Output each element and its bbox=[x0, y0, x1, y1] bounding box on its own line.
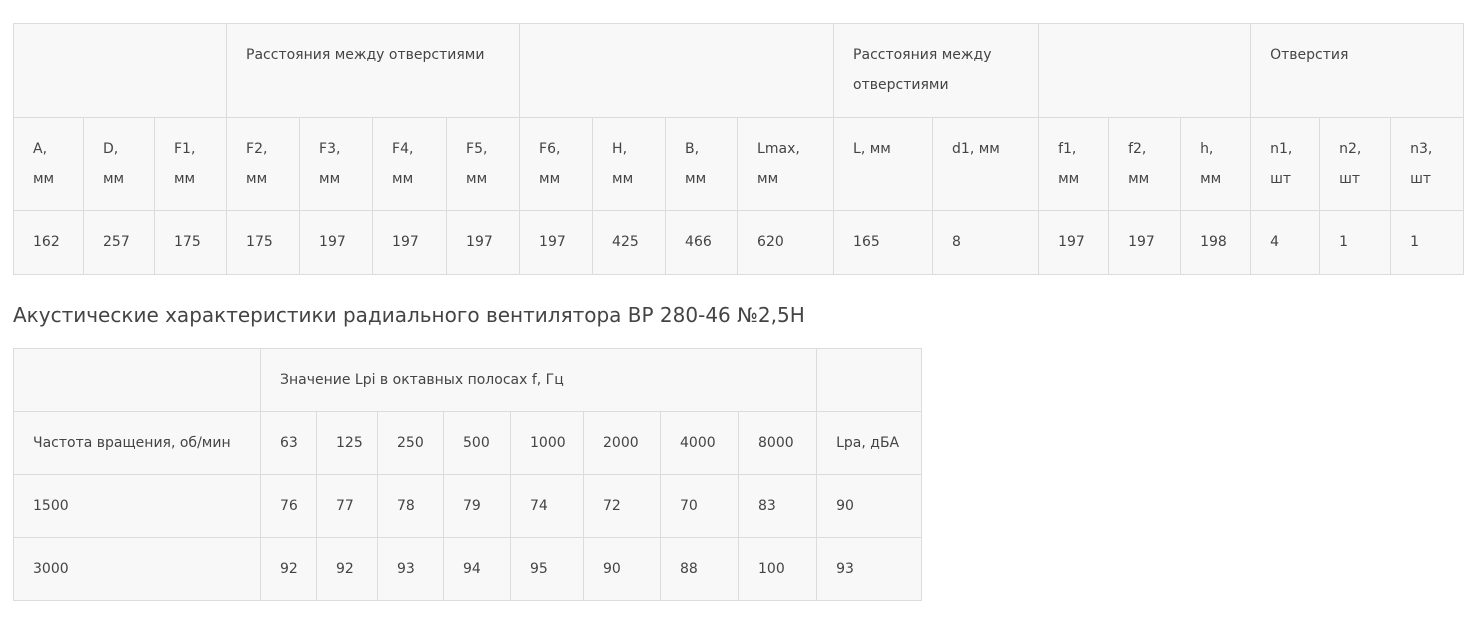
column-header-cell bbox=[373, 118, 447, 211]
dimensions-column-header-row bbox=[14, 118, 1464, 211]
column-header-unit: шт bbox=[1339, 171, 1361, 187]
group-header-cell bbox=[817, 349, 922, 412]
table-cell: 3000 bbox=[14, 538, 261, 601]
column-header-name: d1, мм bbox=[952, 141, 1000, 157]
table-cell: 620 bbox=[738, 211, 834, 275]
group-header-cell bbox=[14, 349, 261, 412]
column-header-cell bbox=[1251, 118, 1320, 211]
table-cell: 1 bbox=[1391, 211, 1464, 275]
column-header-cell: 63 bbox=[261, 412, 317, 475]
column-header-name: f1, bbox=[1058, 141, 1077, 157]
column-header-cell: Lpa, дБА bbox=[817, 412, 922, 475]
column-header-cell bbox=[14, 118, 84, 211]
column-header-name: n2, bbox=[1339, 141, 1362, 157]
table-cell: 197 bbox=[373, 211, 447, 275]
table-cell: 90 bbox=[584, 538, 661, 601]
column-header-unit: мм bbox=[174, 171, 196, 187]
table-cell: 93 bbox=[817, 538, 922, 601]
table-cell: 165 bbox=[834, 211, 933, 275]
table-cell: 8 bbox=[933, 211, 1039, 275]
table-cell: 79 bbox=[444, 475, 511, 538]
group-header-cell bbox=[1039, 24, 1251, 118]
column-header-unit: мм bbox=[1058, 171, 1080, 187]
table-cell: 1500 bbox=[14, 475, 261, 538]
column-header-unit: мм bbox=[392, 171, 414, 187]
column-header-name: F1, bbox=[174, 141, 196, 157]
column-header-cell bbox=[300, 118, 373, 211]
column-header-unit: мм bbox=[319, 171, 341, 187]
column-header-cell bbox=[666, 118, 738, 211]
column-header-cell bbox=[933, 118, 1039, 211]
column-header-unit: мм bbox=[685, 171, 707, 187]
group-header-cell: Отверстия bbox=[1251, 24, 1464, 118]
table-row bbox=[14, 475, 922, 538]
table-cell: 100 bbox=[739, 538, 817, 601]
column-header-cell: 250 bbox=[378, 412, 444, 475]
acoustic-table bbox=[13, 348, 922, 601]
table-cell: 175 bbox=[227, 211, 300, 275]
table-cell: 197 bbox=[1039, 211, 1109, 275]
table-row bbox=[14, 538, 922, 601]
table-cell: 197 bbox=[447, 211, 520, 275]
table-cell: 78 bbox=[378, 475, 444, 538]
column-header-name: F2, bbox=[246, 141, 268, 157]
table-cell: 1 bbox=[1320, 211, 1391, 275]
dimensions-table bbox=[13, 23, 1464, 275]
column-header-unit: мм bbox=[33, 171, 55, 187]
column-header-name: А, bbox=[33, 141, 48, 157]
table-cell: 93 bbox=[378, 538, 444, 601]
column-header-unit: шт bbox=[1410, 171, 1432, 187]
column-header-cell bbox=[227, 118, 300, 211]
column-header-unit: мм bbox=[246, 171, 268, 187]
column-header-cell bbox=[447, 118, 520, 211]
table-cell: 83 bbox=[739, 475, 817, 538]
table-cell: 197 bbox=[1109, 211, 1181, 275]
column-header-cell bbox=[593, 118, 666, 211]
table-cell: 74 bbox=[511, 475, 584, 538]
column-header-name: n3, bbox=[1410, 141, 1433, 157]
column-header-cell bbox=[1391, 118, 1464, 211]
acoustic-section-title: Акустические характеристики радиального вентилятора ВР 280-46 №2,5Н bbox=[13, 303, 805, 327]
column-header-unit: мм bbox=[612, 171, 634, 187]
dimensions-group-header-row bbox=[14, 24, 1464, 118]
table-cell: 72 bbox=[584, 475, 661, 538]
column-header-unit: мм bbox=[539, 171, 561, 187]
column-header-cell: 2000 bbox=[584, 412, 661, 475]
dimensions-value-row bbox=[14, 211, 1464, 275]
column-header-name: F6, bbox=[539, 141, 561, 157]
column-header-cell: 8000 bbox=[739, 412, 817, 475]
column-header-cell bbox=[520, 118, 593, 211]
table-cell: 197 bbox=[300, 211, 373, 275]
column-header-cell: 4000 bbox=[661, 412, 739, 475]
column-header-cell bbox=[834, 118, 933, 211]
column-header-cell bbox=[1320, 118, 1391, 211]
column-header-cell: 125 bbox=[317, 412, 378, 475]
table-cell: 466 bbox=[666, 211, 738, 275]
group-header-cell bbox=[520, 24, 834, 118]
group-header-cell: Расстояния между отверстиями bbox=[834, 24, 1039, 118]
table-cell: 94 bbox=[444, 538, 511, 601]
column-header-name: H, bbox=[612, 141, 628, 157]
column-header-name: F4, bbox=[392, 141, 414, 157]
column-header-unit: шт bbox=[1270, 171, 1292, 187]
column-header-unit: мм bbox=[1128, 171, 1150, 187]
table-cell: 162 bbox=[14, 211, 84, 275]
column-header-cell: Частота вращения, об/мин bbox=[14, 412, 261, 475]
table-cell: 77 bbox=[317, 475, 378, 538]
table-cell: 95 bbox=[511, 538, 584, 601]
column-header-name: F3, bbox=[319, 141, 341, 157]
acoustic-column-header-row bbox=[14, 412, 922, 475]
table-cell: 90 bbox=[817, 475, 922, 538]
table-cell: 92 bbox=[261, 538, 317, 601]
column-header-name: F5, bbox=[466, 141, 488, 157]
group-header-cell: Значение Lpi в октавных полосах f, Гц bbox=[261, 349, 817, 412]
table-cell: 425 bbox=[593, 211, 666, 275]
column-header-name: B, bbox=[685, 141, 700, 157]
table-cell: 197 bbox=[520, 211, 593, 275]
group-header-cell bbox=[14, 24, 227, 118]
column-header-unit: мм bbox=[1200, 171, 1222, 187]
table-cell: 76 bbox=[261, 475, 317, 538]
column-header-cell bbox=[1109, 118, 1181, 211]
column-header-name: L, мм bbox=[853, 141, 891, 157]
column-header-name: f2, bbox=[1128, 141, 1147, 157]
column-header-cell bbox=[1039, 118, 1109, 211]
table-cell: 175 bbox=[155, 211, 227, 275]
column-header-unit: мм bbox=[757, 171, 779, 187]
column-header-unit: мм bbox=[466, 171, 488, 187]
column-header-cell bbox=[84, 118, 155, 211]
table-cell: 70 bbox=[661, 475, 739, 538]
column-header-unit: мм bbox=[103, 171, 125, 187]
table-cell: 198 bbox=[1181, 211, 1251, 275]
column-header-name: D, bbox=[103, 141, 119, 157]
column-header-name: n1, bbox=[1270, 141, 1293, 157]
table-cell: 88 bbox=[661, 538, 739, 601]
table-cell: 92 bbox=[317, 538, 378, 601]
column-header-name: Lmax, bbox=[757, 141, 800, 157]
group-header-cell: Расстояния между отверстиями bbox=[227, 24, 520, 118]
column-header-name: h, bbox=[1200, 141, 1214, 157]
column-header-cell: 1000 bbox=[511, 412, 584, 475]
acoustic-group-header-row bbox=[14, 349, 922, 412]
column-header-cell bbox=[738, 118, 834, 211]
column-header-cell bbox=[155, 118, 227, 211]
column-header-cell: 500 bbox=[444, 412, 511, 475]
column-header-cell bbox=[1181, 118, 1251, 211]
table-cell: 4 bbox=[1251, 211, 1320, 275]
table-cell: 257 bbox=[84, 211, 155, 275]
